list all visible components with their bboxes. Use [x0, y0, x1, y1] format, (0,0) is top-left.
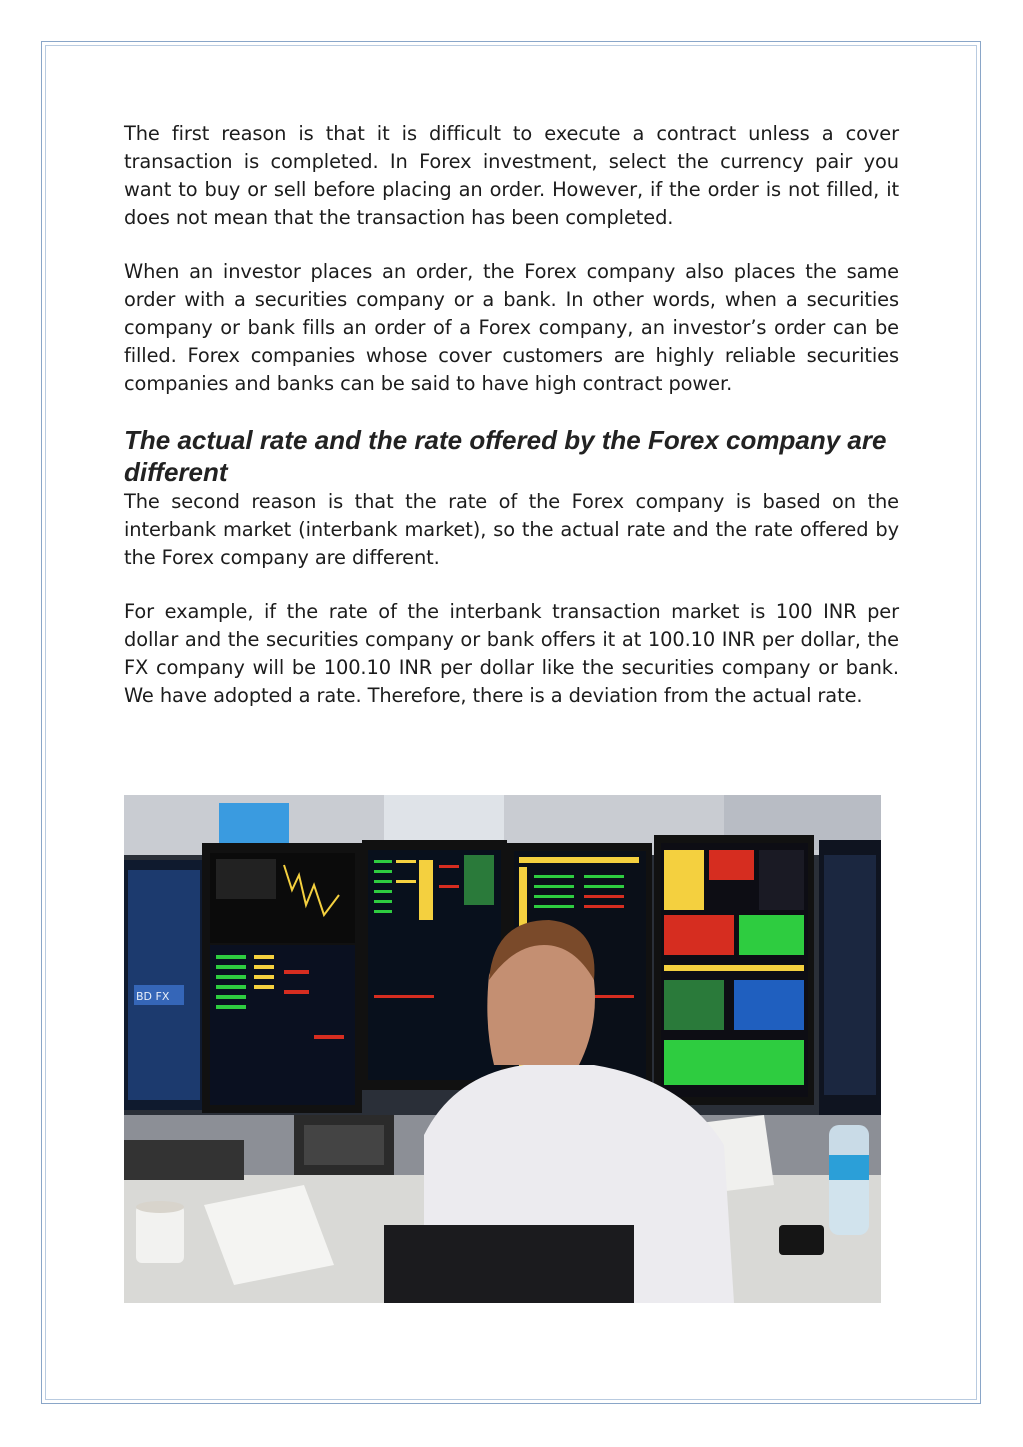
monitor-label: BD FX	[136, 990, 170, 1003]
paragraph-investor-order: When an investor places an order, the Forex company also places the same order with a securities company or a bank. In other words, when a securities company or bank fills an order of a Forex company, an investor’s order can be filled. Forex companies whose cover customers are highly reliable securities companies and banks can be said to have high contract power.	[124, 260, 899, 395]
paragraph-first-reason: The first reason is that it is difficult to execute a contract unless a cover transaction is completed. In Forex investment, select the currency pair you want to buy or sell before placing an order. However, if the order is not filled, it does not mean that the transaction has been completed.	[124, 122, 899, 229]
paragraph-second-reason: The second reason is that the rate of the Forex company is based on the interbank market (interbank market), so the actual rate and the rate offered by the Forex company are different.	[124, 490, 899, 569]
trader-photo	[124, 795, 881, 1303]
paragraph-example: For example, if the rate of the interbank transaction market is 100 INR per dollar and the securities company or bank offers it at 100.10 INR per dollar, the FX company will be 100.10 INR per dollar like the securities company or bank. We have adopted a rate. Therefore, there is a deviation from the actual rate.	[124, 600, 899, 707]
document-body	[124, 120, 899, 736]
section-heading: The actual rate and the rate offered by the Forex company are different	[124, 425, 887, 487]
